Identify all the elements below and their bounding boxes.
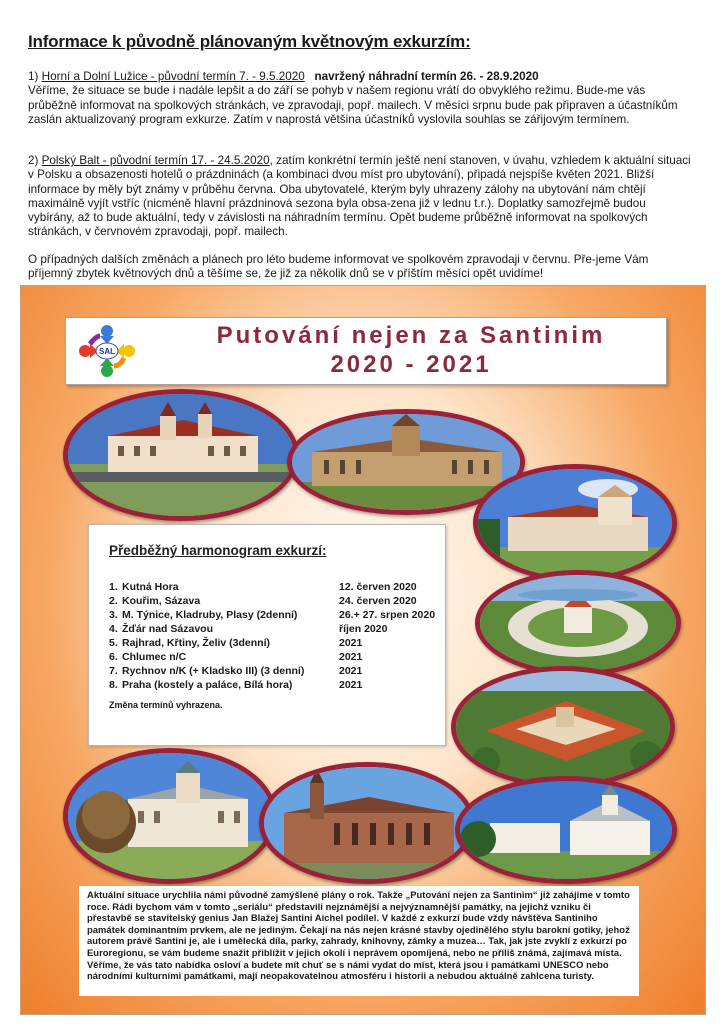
svg-text:SAL: SAL (99, 347, 115, 356)
paragraph-prefix: 1) (28, 70, 42, 83)
photo-cathedral (259, 762, 475, 884)
paragraph-baltic (28, 154, 694, 240)
paragraph-body: Věříme, že situace se bude i nadále lepšit a do září se pohyb v našem regionu vrátí do obvyklého režimu. Bude-me vás průběžně informovat na spolkových stránkách, ve zpravodaji, popř. mailech. V měsíci srpnu bude pak připraven a účastníkům zaslán aktualizovaný program exkurze. Zatím v naprostá většina účastníků vyslovila souhlas se zářijovým termínem. (28, 84, 678, 126)
schedule-box (88, 524, 446, 746)
schedule-date: 26.+ 27. srpen 2020 (339, 609, 436, 621)
schedule-place: Chlumec n/C (122, 651, 187, 663)
paragraph-lusatia (28, 70, 694, 127)
schedule-date: 24. červen 2020 (339, 595, 417, 607)
photo-pilgrimage-church (475, 570, 681, 676)
poster-banner (65, 317, 667, 385)
schedule-row (109, 679, 439, 692)
schedule-row (109, 623, 439, 636)
sal-logo-icon (76, 322, 138, 380)
schedule-num: 4. (109, 623, 118, 635)
schedule-note: Změna termínů vyhrazena. (109, 700, 223, 710)
schedule-date: 2021 (339, 665, 363, 677)
schedule-place: Rychnov n/K (+ Kladsko III) (3 denní) (122, 665, 305, 677)
proposed-term: navržený náhradní termín 26. - 28.9.2020 (314, 70, 539, 83)
photo-white-church (455, 776, 677, 884)
schedule-num: 7. (109, 665, 118, 677)
schedule-date: říjen 2020 (339, 623, 388, 635)
schedule-place: Kutná Hora (122, 581, 179, 593)
photo-chateau (63, 389, 299, 521)
photo-castle (63, 748, 277, 884)
schedule-row (109, 637, 439, 650)
schedule-row (109, 609, 439, 622)
photo-abbey-aerial (451, 666, 675, 788)
schedule-date: 2021 (339, 679, 363, 691)
schedule-num: 2. (109, 595, 118, 607)
schedule-place: Rajhrad, Křtiny, Želiv (3denní) (122, 637, 270, 649)
schedule-date: 2021 (339, 651, 363, 663)
schedule-num: 8. (109, 679, 118, 691)
schedule-row (109, 595, 439, 608)
schedule-place: Žďár nad Sázavou (122, 623, 213, 635)
schedule-num: 1. (109, 581, 118, 593)
original-term-lusatia: Horní a Dolní Lužice - původní termín 7. - 9.5.2020 (41, 70, 305, 83)
poster-description: Aktuální situace urychlila námi původně zamýšlené plány o rok. Takže „Putování nejen za Santinim“ již zahájíme v tomto roce. Rádi bychom vám v tomto „seriálu“ představili nejznámější a nejvýznamnější památky, na jejichž vzniku či přestavbě se stavitelský genius Jan Blažej Santini Aichel podílel. V každé z exkurzí bude vždy návštěva Santiniho památek dominantním prvkem, ale ne jediným. Čekají na nás nejen krásné stavby ojedinělého stylu barokní gotiky, jehož autorem právě Santini je, ale i umělecká díla, parky, zahrady, knihovny, zámky a muzea… Tak, jak jste zvyklí z exkurzí po Euroregionu, se vám budeme snažit přiblížit v jejich okolí i neprávem opomíjená, nebo ne příliš známá, zajímavá místa. Věříme, že vás tato nabídka osloví a budete mít chuť se s námi vydat do míst, která jsou i památkami UNESCO nebo národními kulturními památkami, mají neopakovatelnou atmosféru i historii a nebudou aktuálně zahlcena turisty. (79, 886, 639, 996)
schedule-row (109, 665, 439, 678)
schedule-num: 5. (109, 637, 118, 649)
poster-heading: Putování nejen za Santinim (216, 322, 606, 349)
poster-years: 2020 - 2021 (330, 351, 492, 378)
schedule-place: Praha (kostely a paláce, Bílá hora) (122, 679, 293, 691)
schedule-title: Předběžný harmonogram exkurzí: (109, 543, 327, 558)
schedule-date: 2021 (339, 637, 363, 649)
page-title: Informace k původně plánovaným květnovým exkurzím: (28, 32, 471, 51)
schedule-num: 3. (109, 609, 118, 621)
schedule-place: Kouřim, Sázava (122, 595, 201, 607)
schedule-num: 6. (109, 651, 118, 663)
schedule-row (109, 651, 439, 664)
paragraph-body: , zatím konkrétní termín ještě není stanoven, v úvahu, vzhledem k aktuální situaci v Polsku a obsazenosti hotelů o prázdninách (a kombinaci dvou míst pro ubytování), připadá nejspíše květen 2021. Bližší informace by měly být známy v průběhu června. Oba ubytovatelé, kterým byly uhrazeny zálohy na ubytování nám chtějí maximálně vyjít vstříc (nicméně hlavní prázdninová sezona byla obsa-zena již v lednu t.r.). Doplatky samozřejmě budou vybírány, až to bude aktuální, tedy v závislosti na náhradním termínu. Opět budeme průběžně informovat na spolkových stránkách, v červnovém zpravodaji, popř. mailech. (28, 154, 691, 239)
photo-convent (473, 464, 677, 582)
schedule-place: M. Týnice, Kladruby, Plasy (2denní) (122, 609, 298, 621)
paragraph-prefix: 2) (28, 154, 42, 167)
paragraph-closing: O případných dalších změnách a plánech pro léto budeme informovat ve spolkovém zpravodaji v červnu. Pře-jeme Vám příjemný zbytek květnových dnů a těšíme se, že již za několik dnů se v příštím měsíci opět uvidíme! (28, 253, 649, 281)
schedule-date: 12. červen 2020 (339, 581, 417, 593)
original-term-baltic: Polský Balt - původní termín 17. - 24.5.2020 (41, 154, 270, 167)
poster (20, 285, 706, 1015)
schedule-row (109, 581, 439, 594)
